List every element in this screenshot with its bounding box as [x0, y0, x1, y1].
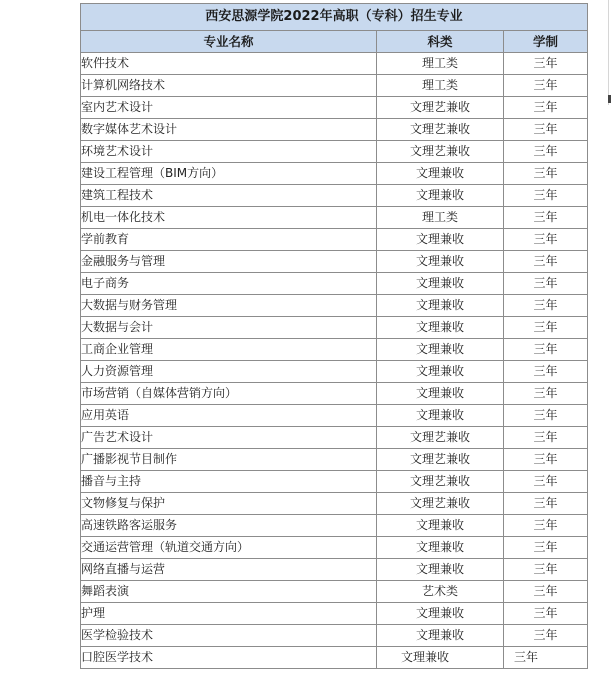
duration-cell: 三年	[504, 163, 588, 185]
major-name-cell: 建设工程管理（BIM方向）	[81, 163, 377, 185]
duration-cell: 三年	[504, 317, 588, 339]
table-row	[81, 229, 588, 251]
table-row	[81, 603, 588, 625]
major-name-cell: 金融服务与管理	[81, 251, 377, 273]
category-cell: 文理兼收	[377, 405, 504, 427]
category-cell: 文理兼收	[377, 603, 504, 625]
table-row	[81, 493, 588, 515]
duration-cell: 三年	[504, 581, 588, 603]
major-name-cell: 口腔医学技术	[81, 647, 377, 669]
duration-cell: 三年	[504, 97, 588, 119]
major-name-cell: 大数据与会计	[81, 317, 377, 339]
duration-cell: 三年	[504, 251, 588, 273]
major-name-cell: 高速铁路客运服务	[81, 515, 377, 537]
table-row	[81, 449, 588, 471]
table-row	[81, 163, 588, 185]
category-cell: 文理兼收	[377, 295, 504, 317]
major-name-cell: 网络直播与运营	[81, 559, 377, 581]
category-cell: 文理兼收	[377, 647, 504, 669]
major-name-cell: 计算机网络技术	[81, 75, 377, 97]
duration-cell: 三年	[504, 53, 588, 75]
major-name-cell: 室内艺术设计	[81, 97, 377, 119]
major-name-cell: 数字媒体艺术设计	[81, 119, 377, 141]
table-row	[81, 339, 588, 361]
table-row	[81, 141, 588, 163]
duration-cell: 三年	[504, 119, 588, 141]
duration-cell: 三年	[504, 185, 588, 207]
major-name-cell: 市场营销（自媒体营销方向）	[81, 383, 377, 405]
major-name-cell: 护理	[81, 603, 377, 625]
category-cell: 文理兼收	[377, 317, 504, 339]
category-cell: 文理兼收	[377, 229, 504, 251]
category-cell: 文理艺兼收	[377, 119, 504, 141]
major-name-cell: 应用英语	[81, 405, 377, 427]
category-cell: 文理艺兼收	[377, 449, 504, 471]
category-cell: 文理兼收	[377, 251, 504, 273]
duration-cell: 三年	[504, 449, 588, 471]
table-header-row	[81, 31, 588, 53]
table-row	[81, 581, 588, 603]
table-row	[81, 361, 588, 383]
category-cell: 文理艺兼收	[377, 427, 504, 449]
duration-cell: 三年	[504, 383, 588, 405]
table-row	[81, 515, 588, 537]
major-name-cell: 舞蹈表演	[81, 581, 377, 603]
duration-cell: 三年	[504, 339, 588, 361]
duration-cell: 三年	[504, 361, 588, 383]
scroll-marker	[608, 95, 611, 103]
table-row	[81, 383, 588, 405]
category-cell: 文理兼收	[377, 185, 504, 207]
table-row	[81, 75, 588, 97]
duration-cell: 三年	[504, 471, 588, 493]
header-category: 科类	[377, 31, 504, 53]
duration-cell: 三年	[504, 625, 588, 647]
table-row	[81, 537, 588, 559]
header-duration: 学制	[504, 31, 588, 53]
duration-cell: 三年	[504, 141, 588, 163]
table-title-row	[81, 4, 588, 31]
category-cell: 理工类	[377, 53, 504, 75]
table-row	[81, 647, 588, 669]
major-name-cell: 电子商务	[81, 273, 377, 295]
major-name-cell: 建筑工程技术	[81, 185, 377, 207]
category-cell: 文理兼收	[377, 383, 504, 405]
major-name-cell: 大数据与财务管理	[81, 295, 377, 317]
table-row	[81, 559, 588, 581]
table-row	[81, 207, 588, 229]
category-cell: 文理艺兼收	[377, 141, 504, 163]
duration-cell: 三年	[504, 427, 588, 449]
category-cell: 文理艺兼收	[377, 97, 504, 119]
table-row	[81, 185, 588, 207]
major-name-cell: 广播影视节目制作	[81, 449, 377, 471]
category-cell: 理工类	[377, 75, 504, 97]
category-cell: 文理兼收	[377, 339, 504, 361]
category-cell: 文理兼收	[377, 273, 504, 295]
major-name-cell: 交通运营管理（轨道交通方向）	[81, 537, 377, 559]
duration-cell: 三年	[504, 515, 588, 537]
category-cell: 文理兼收	[377, 515, 504, 537]
major-name-cell: 医学检验技术	[81, 625, 377, 647]
table-row	[81, 53, 588, 75]
table-row	[81, 317, 588, 339]
major-name-cell: 广告艺术设计	[81, 427, 377, 449]
majors-table	[80, 3, 588, 669]
duration-cell: 三年	[504, 647, 588, 669]
duration-cell: 三年	[504, 75, 588, 97]
duration-cell: 三年	[504, 559, 588, 581]
table-row	[81, 295, 588, 317]
category-cell: 文理兼收	[377, 361, 504, 383]
table-body	[81, 53, 588, 669]
category-cell: 艺术类	[377, 581, 504, 603]
major-name-cell: 人力资源管理	[81, 361, 377, 383]
major-name-cell: 软件技术	[81, 53, 377, 75]
major-name-cell: 机电一体化技术	[81, 207, 377, 229]
major-name-cell: 播音与主持	[81, 471, 377, 493]
duration-cell: 三年	[504, 405, 588, 427]
table-row	[81, 405, 588, 427]
duration-cell: 三年	[504, 295, 588, 317]
major-name-cell: 环境艺术设计	[81, 141, 377, 163]
duration-cell: 三年	[504, 537, 588, 559]
table-row	[81, 273, 588, 295]
table-row	[81, 471, 588, 493]
table-title: 西安思源学院2022年高职（专科）招生专业	[81, 4, 588, 31]
table-row	[81, 97, 588, 119]
header-major-name: 专业名称	[81, 31, 377, 53]
duration-cell: 三年	[504, 229, 588, 251]
category-cell: 理工类	[377, 207, 504, 229]
page-edge-divider	[608, 0, 609, 105]
table-row	[81, 625, 588, 647]
table-row	[81, 427, 588, 449]
table-row	[81, 119, 588, 141]
duration-cell: 三年	[504, 603, 588, 625]
major-name-cell: 学前教育	[81, 229, 377, 251]
category-cell: 文理兼收	[377, 537, 504, 559]
major-name-cell: 文物修复与保护	[81, 493, 377, 515]
duration-cell: 三年	[504, 493, 588, 515]
duration-cell: 三年	[504, 273, 588, 295]
category-cell: 文理兼收	[377, 559, 504, 581]
category-cell: 文理艺兼收	[377, 493, 504, 515]
category-cell: 文理兼收	[377, 625, 504, 647]
table-row	[81, 251, 588, 273]
category-cell: 文理兼收	[377, 163, 504, 185]
duration-cell: 三年	[504, 207, 588, 229]
category-cell: 文理艺兼收	[377, 471, 504, 493]
major-name-cell: 工商企业管理	[81, 339, 377, 361]
